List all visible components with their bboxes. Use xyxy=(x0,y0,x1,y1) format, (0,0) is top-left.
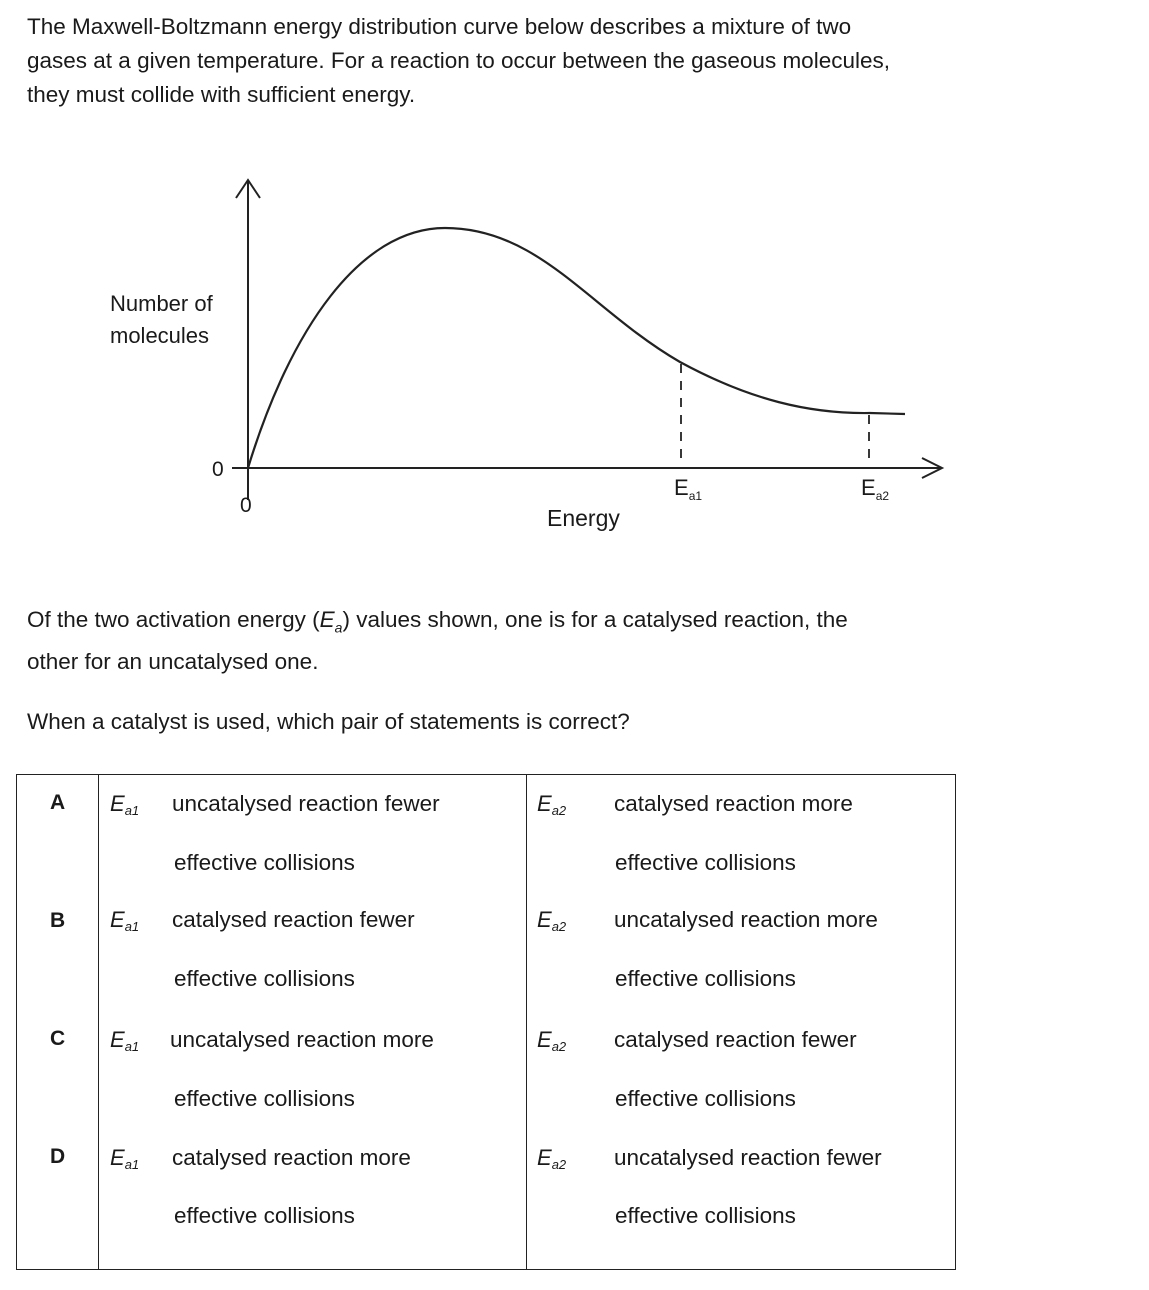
statement-line-2: effective collisions xyxy=(174,850,355,875)
statement-line-2: effective collisions xyxy=(174,1086,355,1111)
option-c-left[interactable] xyxy=(99,1011,526,1129)
option-letter: A xyxy=(50,791,66,814)
option-c-letter-row[interactable] xyxy=(17,1011,98,1129)
statement-line-1: catalysed reaction more xyxy=(172,1145,411,1170)
option-letter: D xyxy=(50,1145,66,1168)
option-d-left[interactable] xyxy=(99,1129,526,1269)
y-origin-label: 0 xyxy=(212,458,224,481)
statement-line-2: effective collisions xyxy=(615,966,796,991)
statement-line-2: effective collisions xyxy=(174,1203,355,1228)
y-axis-label-line-1: Number of xyxy=(110,291,213,316)
option-d-letter-row[interactable] xyxy=(17,1129,98,1269)
ea-symbol: $E_{a2}$ xyxy=(537,1145,567,1172)
option-b-letter-row[interactable] xyxy=(17,893,98,1011)
answer-letters-cell xyxy=(17,775,99,1270)
option-a-right[interactable] xyxy=(527,775,955,893)
statement-line-1: catalysed reaction fewer xyxy=(614,1027,857,1052)
statement-line-1: uncatalysed reaction fewer xyxy=(614,1145,882,1170)
option-b-left[interactable] xyxy=(99,893,526,1011)
statement-line-2: effective collisions xyxy=(615,1086,796,1111)
option-a-left[interactable] xyxy=(99,775,526,893)
statement-line-1: catalysed reaction fewer xyxy=(172,907,415,932)
question-intro xyxy=(27,10,1027,112)
ea1-statements-cell xyxy=(99,775,527,1270)
option-letter: B xyxy=(50,909,66,932)
statement-line-2: effective collisions xyxy=(174,966,355,991)
statement-line-1: uncatalysed reaction more xyxy=(170,1027,434,1052)
ea-symbol: $E_{a2}$ xyxy=(537,791,567,818)
ea1-label: $E_{a1}$ xyxy=(674,475,703,503)
ea-symbol: $E_{a2}$ xyxy=(537,907,567,934)
ea2-label: $E_{a2}$ xyxy=(861,475,890,503)
para-text-after: ) values shown, one is for a catalysed reaction, the xyxy=(342,607,848,632)
option-d-right[interactable] xyxy=(527,1129,955,1269)
para-e: E xyxy=(319,607,335,632)
x-axis-label: Energy xyxy=(547,505,620,531)
para-ea-symbol xyxy=(319,607,343,636)
option-letter: C xyxy=(50,1027,66,1050)
para-text-before: Of the two activation energy ( xyxy=(27,607,320,632)
intro-line-1: The Maxwell-Boltzmann energy distribution curve below describes a mixture of two xyxy=(27,14,852,39)
ea-symbol: $E_{a1}$ xyxy=(110,1145,140,1172)
ea-symbol: $E_{a1}$ xyxy=(110,1027,140,1054)
statement-line-1: uncatalysed reaction fewer xyxy=(172,791,440,816)
ea-symbol: $E_{a2}$ xyxy=(537,1027,567,1054)
intro-line-3: they must collide with sufficient energy. xyxy=(27,82,416,107)
para-line-1 xyxy=(27,603,848,645)
statement-line-1: uncatalysed reaction more xyxy=(614,907,878,932)
ea-symbol: $E_{a1}$ xyxy=(110,791,140,818)
option-c-right[interactable] xyxy=(527,1011,955,1129)
ea-symbol: $E_{a1}$ xyxy=(110,907,140,934)
ea2-statements-cell xyxy=(527,775,956,1270)
answer-options-table xyxy=(16,774,956,1270)
activation-energy-paragraph xyxy=(27,603,848,679)
maxwell-boltzmann-figure xyxy=(0,160,1000,550)
intro-line-2: gases at a given temperature. For a reaction to occur between the gaseous molecules, xyxy=(27,48,890,73)
distribution-curve xyxy=(248,228,905,468)
statement-line-2: effective collisions xyxy=(615,850,796,875)
question-prompt: When a catalyst is used, which pair of statements is correct? xyxy=(27,709,630,734)
para-line-2: other for an uncatalysed one. xyxy=(27,648,319,674)
para-a-sub: a xyxy=(334,619,343,636)
statement-line-1: catalysed reaction more xyxy=(614,791,853,816)
option-a-letter-row[interactable] xyxy=(17,775,98,893)
y-axis-label-line-2: molecules xyxy=(110,323,210,348)
statement-line-2: effective collisions xyxy=(615,1203,796,1228)
x-origin-label: 0 xyxy=(240,494,252,517)
option-b-right[interactable] xyxy=(527,893,955,1011)
